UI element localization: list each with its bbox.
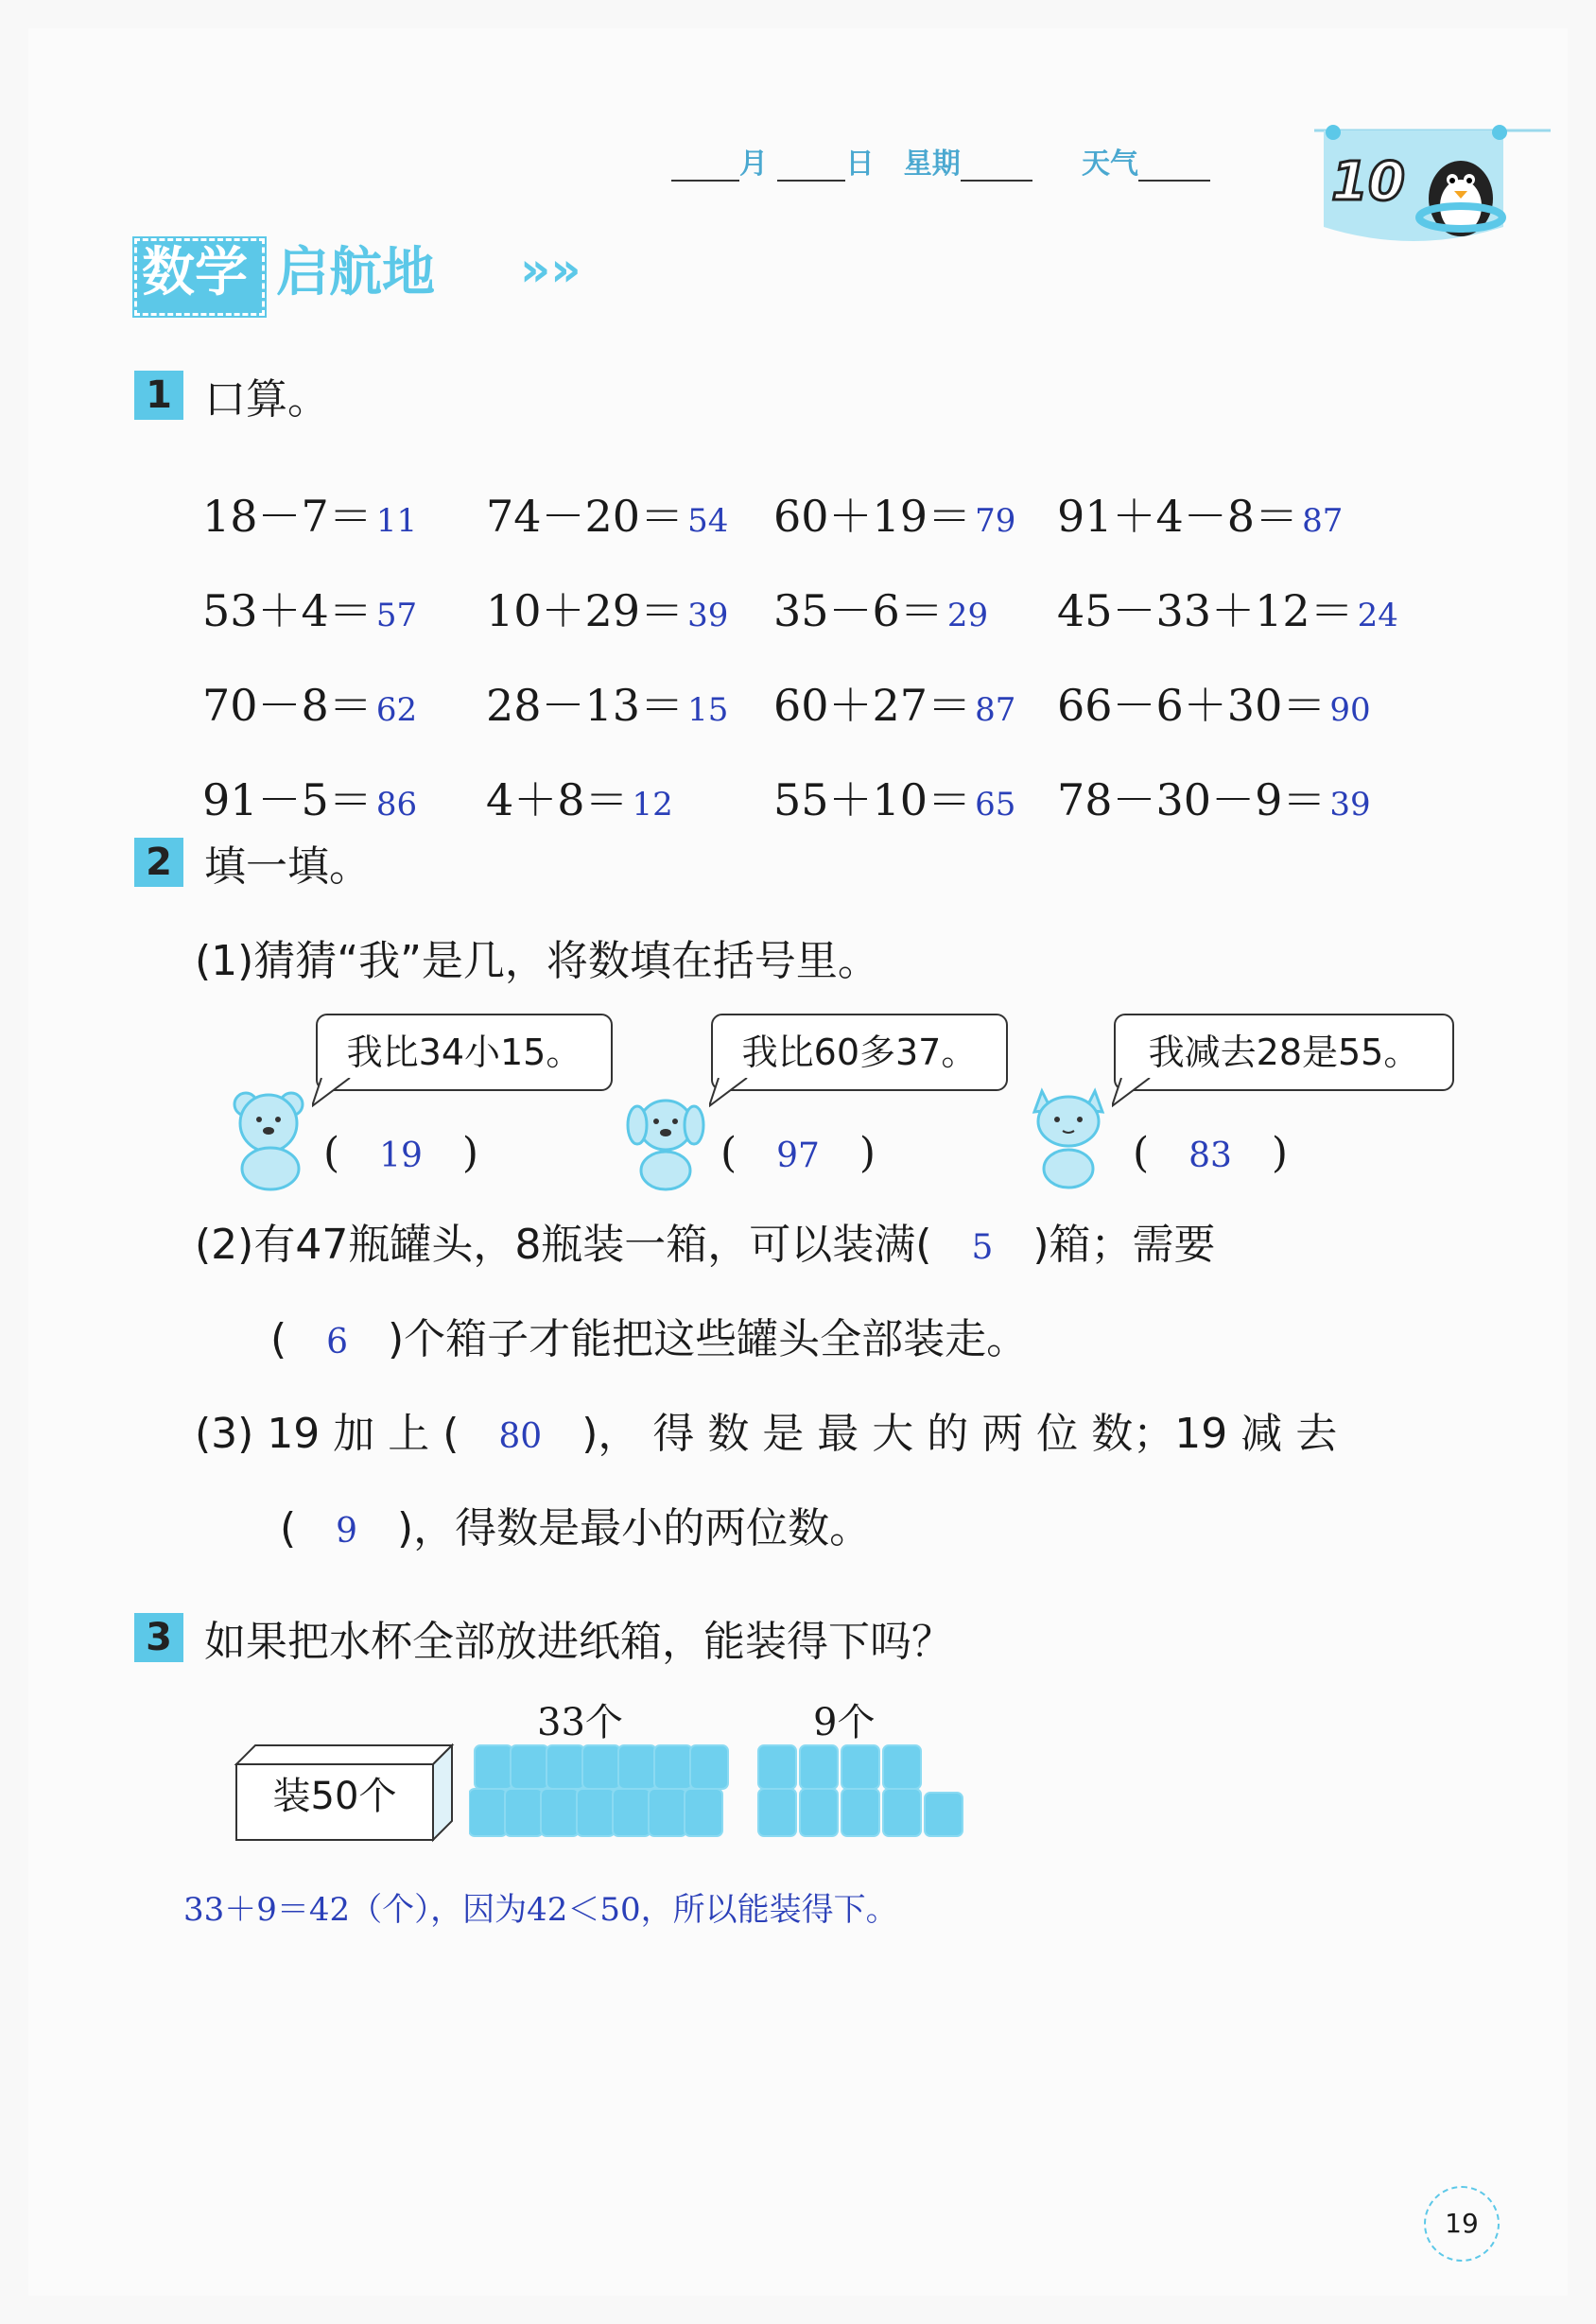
q1-expression: 78－30－9＝ xyxy=(1057,774,1327,825)
q2-part1-intro: (1)猜猜“我”是几，将数填在括号里。 xyxy=(195,937,879,985)
q2-part2-text-b: )箱；需要 xyxy=(1032,1221,1216,1269)
q1-equation xyxy=(486,482,728,545)
q1-expression: 4＋8＝ xyxy=(486,774,629,825)
q2-part2-line2 xyxy=(270,1305,1028,1365)
weather-label: 天气 xyxy=(1082,147,1139,181)
penguin-icon xyxy=(1409,132,1513,246)
banner-arrow-icon: »» xyxy=(520,242,581,297)
answer-bear-parens: ( 19 ) xyxy=(323,1129,479,1177)
q1-expression: 35－6＝ xyxy=(773,585,944,636)
page-number: 19 xyxy=(1424,2186,1500,2262)
q1-expression: 91＋4－8＝ xyxy=(1057,491,1299,542)
answer-dog[interactable]: 97 xyxy=(776,1136,820,1175)
q1-expression: 66－6＋30＝ xyxy=(1057,680,1327,731)
q3-answer: 33＋9＝42（个），因为42＜50，所以能装得下。 xyxy=(183,1891,898,1929)
q1-expression: 28－13＝ xyxy=(486,680,685,731)
q1-answer[interactable]: 24 xyxy=(1357,597,1398,634)
q1-expression: 18－7＝ xyxy=(202,491,373,542)
q1-answer[interactable]: 65 xyxy=(975,786,1016,824)
q1-answer[interactable]: 87 xyxy=(975,691,1016,729)
q1-equation xyxy=(202,482,417,545)
q1-equation xyxy=(773,482,1015,545)
q2-part3-text-c: ( xyxy=(280,1504,297,1552)
q2-part3-answer-2[interactable]: 9 xyxy=(336,1512,358,1551)
q1-answer[interactable]: 12 xyxy=(632,786,673,824)
month-blank[interactable] xyxy=(671,151,739,182)
q1-expression: 70－8＝ xyxy=(202,680,373,731)
q1-equation xyxy=(773,577,988,639)
day-number: 10 xyxy=(1331,151,1405,213)
q3-number: 3 xyxy=(134,1613,183,1662)
bubble-tail xyxy=(709,1078,766,1116)
bubble-tail xyxy=(1112,1078,1169,1116)
q1-equation xyxy=(1057,577,1398,639)
q2-part2-line1 xyxy=(195,1210,1216,1271)
q1-equation xyxy=(1057,482,1343,545)
q2-part3-answer-1[interactable]: 80 xyxy=(498,1417,543,1456)
answer-dog-parens: ( 97 ) xyxy=(720,1129,876,1177)
q2-part2-answer-1[interactable]: 5 xyxy=(971,1228,994,1267)
q1-answer[interactable]: 39 xyxy=(687,597,729,634)
q1-answer[interactable]: 11 xyxy=(375,502,418,540)
cups-group2-icon xyxy=(753,1740,980,1844)
q1-answer[interactable]: 54 xyxy=(687,502,729,540)
carton-box-label: 装50个 xyxy=(272,1775,397,1818)
bear-icon xyxy=(225,1087,320,1191)
q1-answer[interactable]: 79 xyxy=(975,502,1016,540)
bubble-tail xyxy=(312,1078,369,1116)
speech-bubble-dog: 我比60多37。 xyxy=(711,1014,1008,1091)
q2-part3-text-b: )， 得 数 是 最 大 的 两 位 数；19 减 去 xyxy=(581,1410,1338,1458)
q1-answer[interactable]: 15 xyxy=(687,691,729,729)
q1-answer[interactable]: 90 xyxy=(1329,691,1371,729)
q1-equation xyxy=(486,577,728,639)
weather-blank[interactable] xyxy=(1138,151,1210,182)
q1-equation xyxy=(773,766,1015,828)
q1-expression: 91－5＝ xyxy=(202,774,373,825)
q1-equation xyxy=(202,766,417,828)
q1-answer[interactable]: 62 xyxy=(375,691,418,729)
q2-part2-text-d: )个箱子才能把这些罐头全部装走。 xyxy=(388,1315,1029,1363)
q1-expression: 55＋10＝ xyxy=(773,774,972,825)
q1-expression: 74－20＝ xyxy=(486,491,685,542)
answer-cat[interactable]: 83 xyxy=(1188,1136,1232,1175)
weekday-label: 星期 xyxy=(903,147,961,181)
speech-bubble-bear: 我比34小15。 xyxy=(316,1014,613,1091)
banner-word-math: 数学 xyxy=(142,242,248,304)
cups-group1-label: 33个 xyxy=(537,1701,623,1744)
q2-part2-answer-2[interactable]: 6 xyxy=(326,1323,349,1361)
q2-part3-line1 xyxy=(195,1399,1337,1460)
cups-group1-icon xyxy=(469,1740,753,1844)
cat-icon xyxy=(1021,1078,1116,1191)
q1-answer[interactable]: 86 xyxy=(375,786,418,824)
q1-expression: 60＋27＝ xyxy=(773,680,972,731)
workbook-page xyxy=(28,28,1568,2296)
day-blank[interactable] xyxy=(777,151,845,182)
q1-equation xyxy=(486,671,728,734)
q1-title: 口算。 xyxy=(204,375,329,424)
q2-part2-text-a: (2)有47瓶罐头，8瓶装一箱，可以装满( xyxy=(195,1221,932,1269)
q1-equation xyxy=(202,577,417,639)
cups-group2-label: 9个 xyxy=(813,1701,876,1744)
q1-expression: 10＋29＝ xyxy=(486,585,685,636)
date-header xyxy=(671,140,1210,182)
q2-number: 2 xyxy=(134,838,183,887)
q1-answer[interactable]: 87 xyxy=(1302,502,1344,540)
weekday-blank[interactable] xyxy=(961,151,1032,182)
q1-number: 1 xyxy=(134,371,183,420)
answer-bear[interactable]: 19 xyxy=(379,1136,423,1175)
q2-part3-text-a: (3) 19 加 上 ( xyxy=(195,1410,460,1458)
day-label: 日 xyxy=(845,147,875,181)
q1-equation xyxy=(486,766,673,828)
q3-title: 如果把水杯全部放进纸箱，能装得下吗？ xyxy=(204,1618,953,1666)
q1-answer[interactable]: 29 xyxy=(946,597,989,634)
q1-expression: 60＋19＝ xyxy=(773,491,972,542)
q2-part2-text-c: ( xyxy=(270,1315,287,1363)
q2-part3-text-d: )，得数是最小的两位数。 xyxy=(397,1504,872,1552)
month-label: 月 xyxy=(739,147,768,181)
dog-icon xyxy=(618,1087,713,1191)
q2-part3-line2 xyxy=(280,1494,871,1554)
q1-expression: 45－33＋12＝ xyxy=(1057,585,1354,636)
q1-equation xyxy=(773,671,1015,734)
q1-equation xyxy=(1057,671,1371,734)
speech-bubble-cat: 我减去28是55。 xyxy=(1114,1014,1454,1091)
q1-answer[interactable]: 39 xyxy=(1329,786,1371,824)
q2-title: 填一填。 xyxy=(204,842,371,891)
banner-word-title: 启航地 xyxy=(276,242,435,304)
q1-expression: 53＋4＝ xyxy=(202,585,373,636)
q1-equation xyxy=(202,671,417,734)
q1-equation xyxy=(1057,766,1371,828)
answer-cat-parens: ( 83 ) xyxy=(1133,1129,1289,1177)
q1-answer[interactable]: 57 xyxy=(375,597,418,634)
